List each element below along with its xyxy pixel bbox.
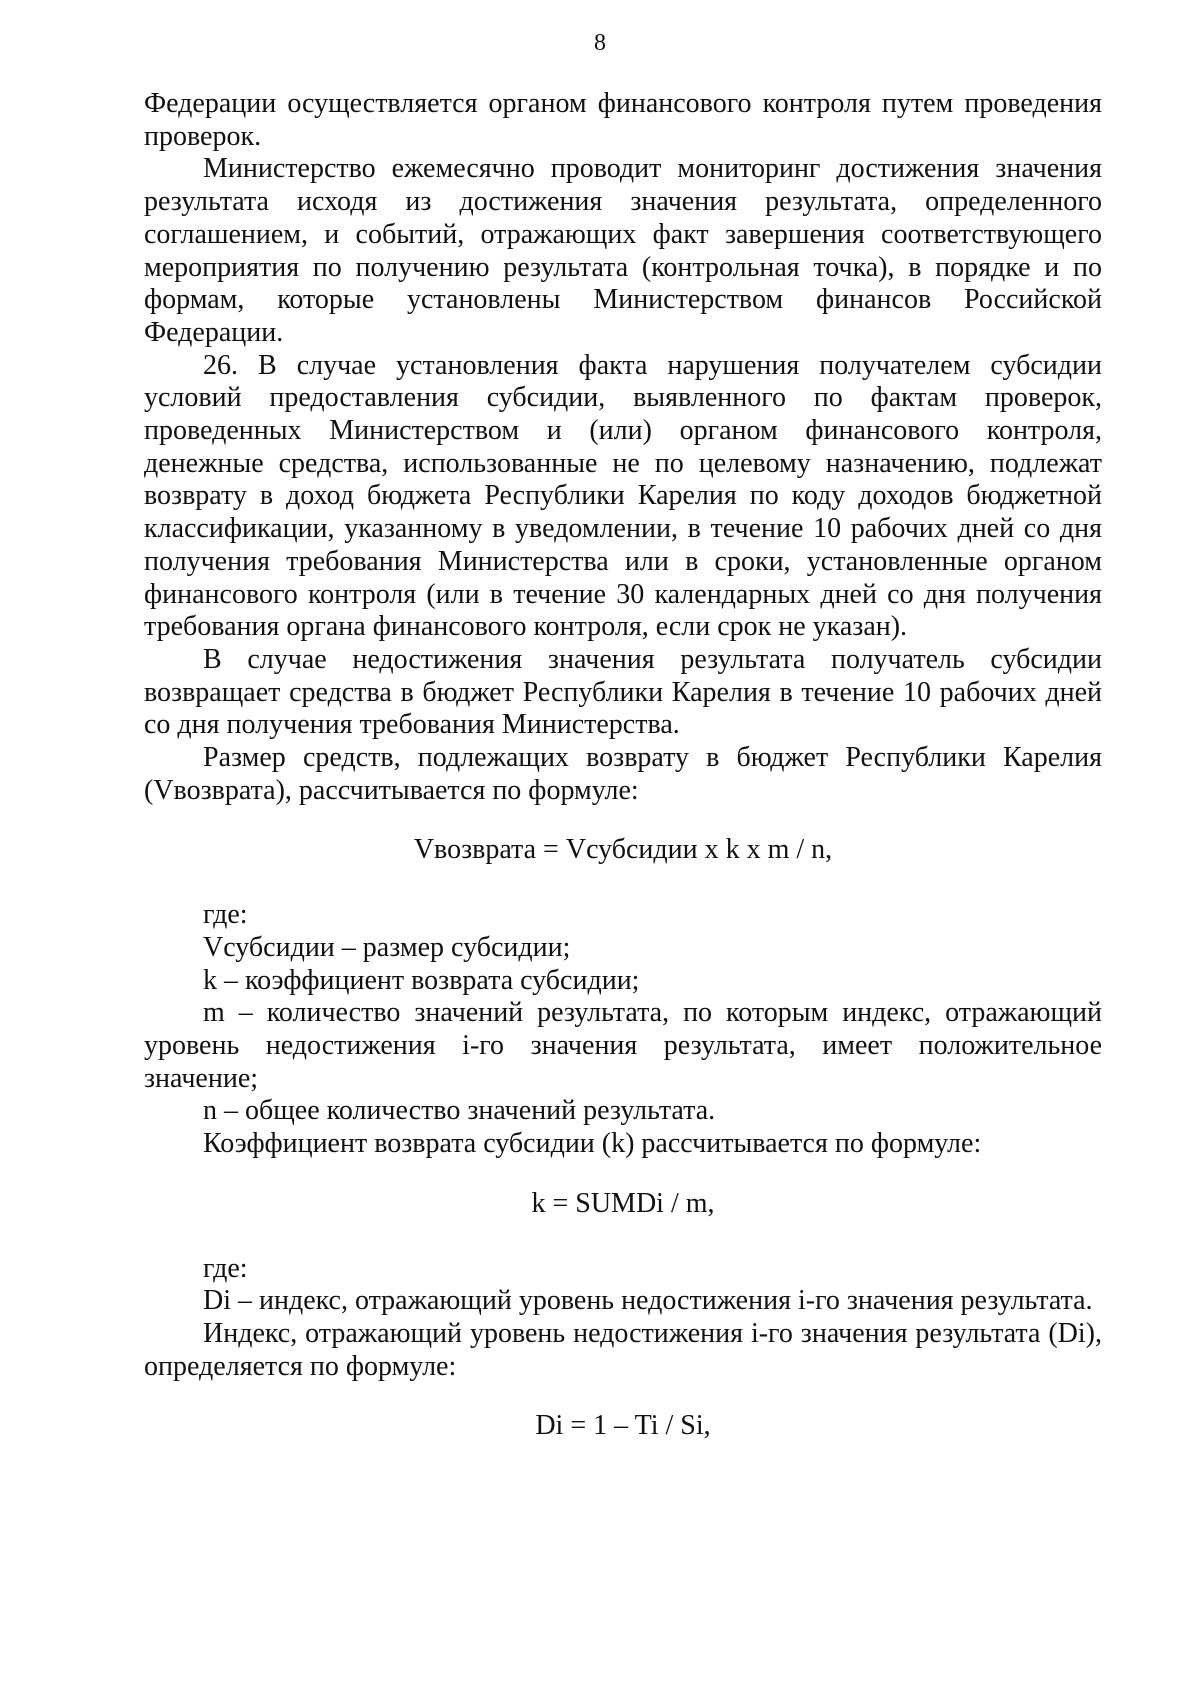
formula-coefficient: k = SUMDi / m, xyxy=(531,1187,715,1219)
definition-di: Di – индекс, отражающий уровень недостижения i-го значения результата. xyxy=(203,1285,1093,1317)
where-label-2: где: xyxy=(203,1252,248,1284)
paragraph-continuation: Федерации осуществляется органом финансового контроля путем проведения проверок. xyxy=(144,88,1102,152)
paragraph-index: Индекс, отражающий уровень недостижения i-го значения результата (Di), определяется по формуле: xyxy=(144,1317,1102,1382)
page-number: 8 xyxy=(594,30,606,56)
formula-index: Di = 1 – Ti / Si, xyxy=(535,1410,711,1442)
definition-m: m – количество значений результата, по которым индекс, отражающий уровень недостижения i-го значения результата, имеет положительное значение; xyxy=(144,997,1102,1094)
paragraph-non-achievement: В случае недостижения значения результата получатель субсидии возвращает средства в бюджет Республики Карелия в течение 10 рабочих дней со дня получения требования Министерства. xyxy=(144,643,1102,741)
paragraph-monitoring: Министерство ежемесячно проводит мониторинг достижения значения результата исходя из достижения значения результата, определенного соглашением, и событий, отражающих факт завершения соответствующего мероприятия по получению результата (контрольная точка), в порядке и по формам, которые установлены Министерством финансов Российской Федерации. xyxy=(144,153,1102,348)
where-label: где: xyxy=(203,899,248,931)
paragraph-26-violation: 26. В случае установления факта нарушения получателем субсидии условий предоставления субсидии, выявленного по фактам проверок, проведенных Министерством и (или) органом финансового контроля, денежные средства, использованные не по целевому назначению, подлежат возврату в доход бюджета Республики Карелия по коду доходов бюджетной классификации, указанному в уведомлении, в течение 10 рабочих дней со дня получения требования Министерства или в сроки, установленные органом финансового контроля (или в течение 30 календарных дней со дня получения требования органа финансового контроля, если срок не указан). xyxy=(144,349,1102,643)
definition-n: n – общее количество значений результата. xyxy=(203,1095,716,1127)
document-body xyxy=(144,88,1102,1443)
formula-refund: Vвозврата = Vсубсидии x k x m / n, xyxy=(413,834,833,866)
definition-v-subsidy: Vсубсидии – размер субсидии; xyxy=(203,931,571,963)
paragraph-coefficient: Коэффициент возврата субсидии (k) рассчитывается по формуле: xyxy=(203,1128,982,1160)
paragraph-refund-size: Размер средств, подлежащих возврату в бюджет Республики Карелия (Vвозврата), рассчитывается по формуле: xyxy=(144,742,1102,806)
definition-k: k – коэффициент возврата субсидии; xyxy=(203,964,640,996)
